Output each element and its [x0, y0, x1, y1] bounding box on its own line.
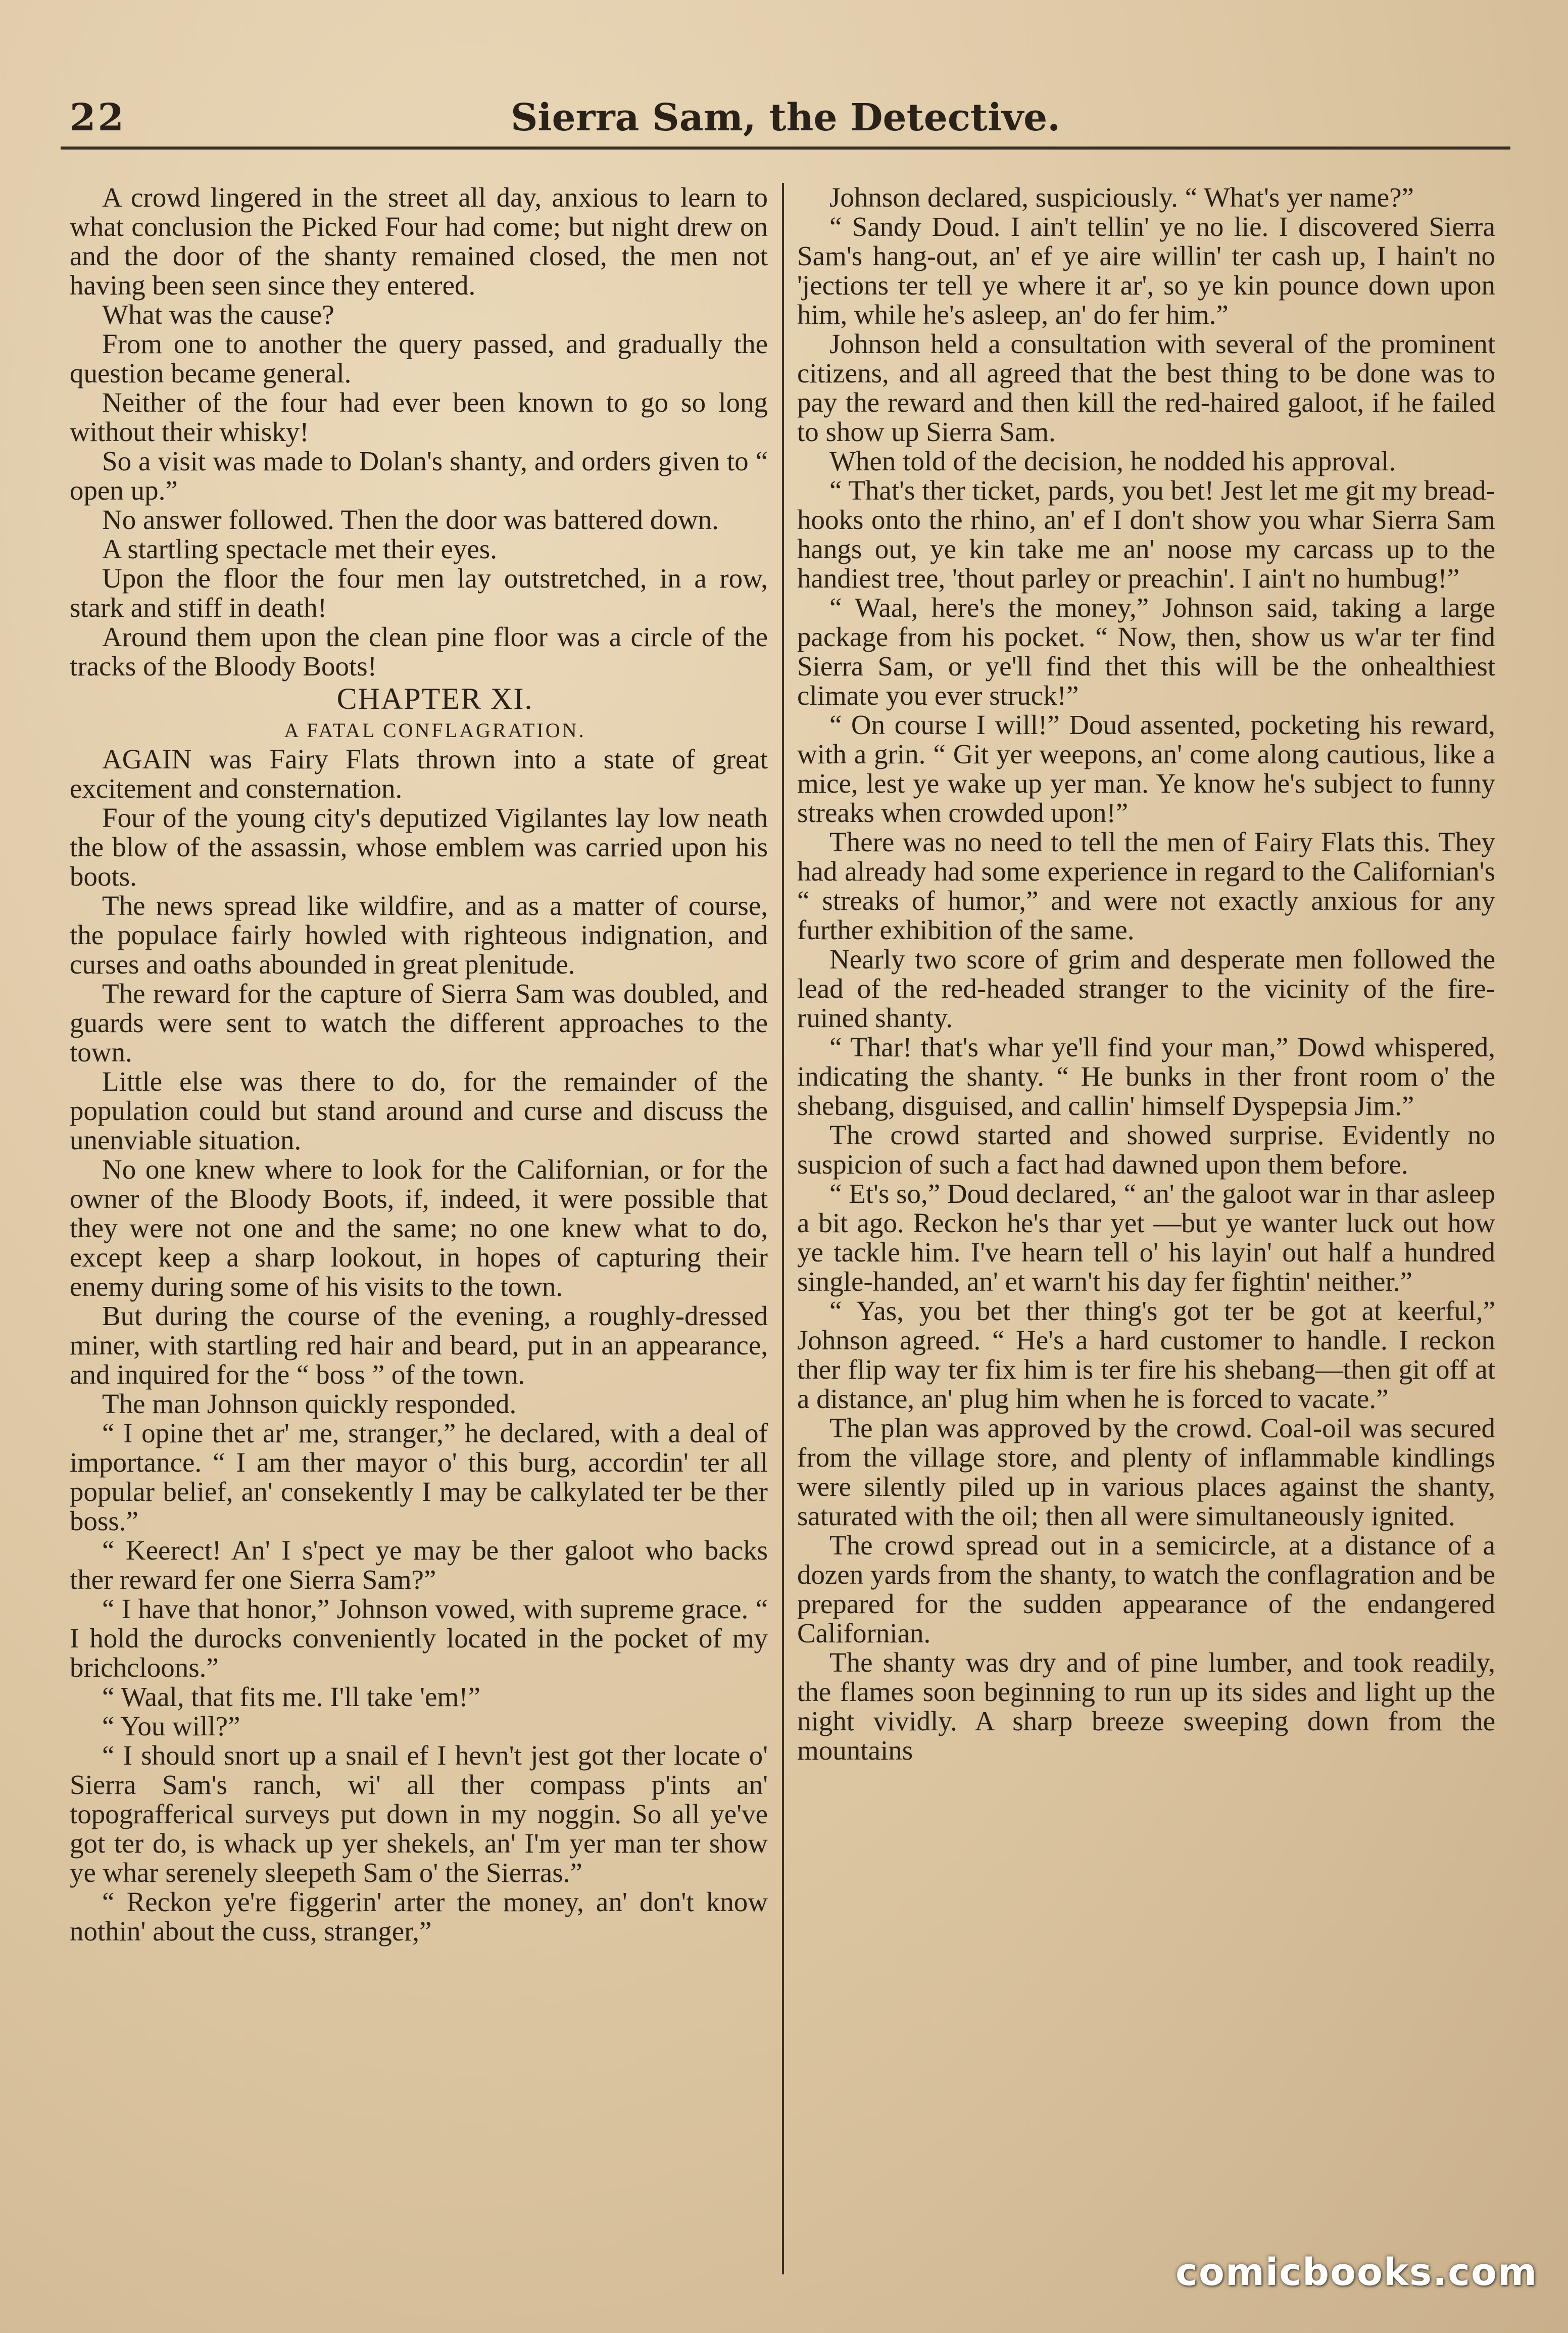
paragraph: Around them upon the clean pine floor was a circle of the tracks of the Bloody Boots!	[70, 621, 768, 682]
paragraph: Neither of the four had ever been known to go so long without their whisky!	[70, 387, 768, 447]
right-column-text	[797, 183, 1495, 1765]
chapter-subtitle: A FATAL CONFLAGRATION.	[284, 719, 586, 742]
paragraph: A startling spectacle met their eyes.	[102, 533, 497, 564]
paragraph: No answer followed. Then the door was battered down.	[102, 504, 719, 535]
watermark: comicbooks.com	[1175, 2251, 1538, 2294]
paragraph: “ Thar! that's whar ye'll find your man,” Dowd whispered, indicating the shanty. “ He bunks in ther front room o' the shebang, disguised, and callin' himself Dyspepsia Jim.”	[797, 1032, 1495, 1121]
paragraph: “ That's ther ticket, pards, you bet! Jest let me git my bread-hooks onto the rhino, an' ef I don't show you whar Sierra Sam hangs out, ye kin take me an' noose my carcass up to the handiest tree, 'thout parley or preachin'. I ain't no humbug!”	[797, 475, 1495, 594]
paragraph: The news spread like wildfire, and as a matter of course, the populace fairly howled with righteous indignation, and curses and oaths abounded in great plenitude.	[70, 890, 768, 980]
paragraph: “ Keerect! An' I s'pect ye may be ther galoot who backs ther reward fer one Sierra Sam?”	[70, 1535, 768, 1595]
paragraph: Little else was there to do, for the remainder of the population could but stand around and curse and discuss the unenviable situation.	[70, 1066, 768, 1155]
paragraph: “ Reckon ye're figgerin' arter the money, an' don't know nothin' about the cuss, stranger,”	[70, 1886, 768, 1947]
paragraph: “ Waal, that fits me. I'll take 'em!”	[102, 1681, 480, 1712]
running-title: Sierra Sam, the Detective.	[510, 96, 1061, 139]
paragraph: The shanty was dry and of pine lumber, and took readily, the flames soon beginning to run up its sides and light up the night vividly. A sharp breeze sweeping down from the mountains	[797, 1647, 1495, 1766]
paragraph: “ I opine thet ar' me, stranger,” he declared, with a deal of importance. “ I am ther mayor o' this burg, accordin' ter all popular belief, an' consekently I may be calkylated ter be ther boss.”	[70, 1418, 768, 1536]
paragraph: No one knew where to look for the Californian, or for the owner of the Bloody Boots, if, indeed, it were possible that they were not one and the same; no one knew what to do, except keep a sharp lookout, in hopes of capturing their enemy during some of his visits to the town.	[70, 1154, 768, 1302]
paragraph: AGAIN was Fairy Flats thrown into a state of great excitement and consternation.	[70, 744, 768, 804]
paragraph: When told of the decision, he nodded his approval.	[829, 446, 1396, 476]
left-column	[70, 183, 768, 2274]
paragraph: From one to another the query passed, and gradually the question became general.	[70, 328, 768, 388]
paragraph: Johnson held a consultation with several of the prominent citizens, and all agreed that the best thing to be done was to pay the reward and then kill the red-haired galoot, if he failed to show up Sierra Sam.	[797, 328, 1495, 447]
paragraph: Upon the floor the four men lay outstretched, in a row, stark and stiff in death!	[70, 563, 768, 623]
paragraph: “ You will?”	[102, 1711, 240, 1741]
paragraph: Four of the young city's deputized Vigilantes lay low neath the blow of the assassin, whose emblem was carried upon his boots.	[70, 802, 768, 892]
left-column-text-after-chapter	[70, 745, 768, 1946]
paragraph: “ Yas, you bet ther thing's got ter be got at keerful,” Johnson agreed. “ He's a hard customer to handle. I reckon ther flip way ter fix him is ter fire his shebang—then git off at a distance, an' plug him when he is forced to vacate.”	[797, 1295, 1495, 1414]
paragraph: “ Sandy Doud. I ain't tellin' ye no lie. I discovered Sierra Sam's hang-out, an' ef ye aire willin' ter cash up, I hain't no 'jections ter tell ye where it ar', so ye kin pounce down upon him, while he's asleep, an' do fer him.”	[797, 211, 1495, 330]
paragraph: The crowd started and showed surprise. Evidently no suspicion of such a fact had dawned upon them before.	[797, 1120, 1495, 1180]
paragraph: “ Waal, here's the money,” Johnson said, taking a large package from his pocket. “ Now, then, show us w'ar ter find Sierra Sam, or ye'll find thet this will be the onhealthiest climate you ever struck!”	[797, 592, 1495, 711]
chapter-title: CHAPTER XI.	[336, 682, 533, 715]
column-divider	[782, 183, 784, 2274]
paragraph: The reward for the capture of Sierra Sam was doubled, and guards were sent to watch the different approaches to the town.	[70, 978, 768, 1067]
paragraph: What was the cause?	[102, 299, 334, 330]
right-column	[797, 183, 1495, 2274]
paragraph: The plan was approved by the crowd. Coal-oil was secured from the village store, and plenty of inflammable kindlings were silently piled up in various places against the shanty, saturated with the oil; then all were simultaneously ignited.	[797, 1413, 1495, 1531]
paragraph: The man Johnson quickly responded.	[102, 1388, 517, 1419]
paragraph: The crowd spread out in a semicircle, at a distance of a dozen yards from the shanty, to watch the conflagration and be prepared for the sudden appearance of the endangered Californian.	[797, 1530, 1495, 1648]
paragraph: But during the course of the evening, a roughly-dressed miner, with startling red hair and beard, put in an appearance, and inquired for the “ boss ” of the town.	[70, 1300, 768, 1390]
paragraph: A crowd lingered in the street all day, anxious to learn to what conclusion the Picked Four had come; but night drew on and the door of the shanty remained closed, the men not having been seen since they entered.	[70, 183, 768, 301]
paragraph: There was no need to tell the men of Fairy Flats this. They had already had some experience in regard to the Californian's “ streaks of humor,” and were not exactly anxious for any further exhibition of the same.	[797, 827, 1495, 945]
page-header	[61, 76, 1510, 150]
paragraph: So a visit was made to Dolan's shanty, and orders given to “ open up.”	[70, 446, 768, 506]
paragraph: “ Et's so,” Doud declared, “ an' the galoot war in thar asleep a bit ago. Reckon he's thar yet —but ye wanter luck out how ye tackle him. I've hearn tell o' his layin' out half a hundred single-handed, an' et warn't his day fer fightin' neither.”	[797, 1178, 1495, 1297]
paragraph: “ I should snort up a snail ef I hevn't jest got ther locate o' Sierra Sam's ranch, wi' all ther compass p'ints an' topografferical surveys put down in my noggin. So all ye've got ter do, is whack up yer shekels, an' I'm yer man ter show ye whar serenely sleepeth Sam o' the Sierras.”	[70, 1740, 768, 1888]
paragraph: Johnson declared, suspiciously. “ What's yer name?”	[829, 183, 1414, 213]
paragraph: Nearly two score of grim and desperate men followed the lead of the red-headed stranger to the vicinity of the fire-ruined shanty.	[797, 944, 1495, 1033]
left-column-text-before-chapter	[70, 183, 768, 681]
paragraph: “ On course I will!” Doud assented, pocketing his reward, with a grin. “ Git yer weepons, an' come along cautious, like a mice, lest ye wake up yer man. Ye know he's subject to funny streaks when crowded upon!”	[797, 709, 1495, 828]
page-number: 22	[70, 96, 126, 139]
paragraph: “ I have that honor,” Johnson vowed, with supreme grace. “ I hold the durocks conveniently located in the pocket of my brichcloons.”	[70, 1593, 768, 1683]
